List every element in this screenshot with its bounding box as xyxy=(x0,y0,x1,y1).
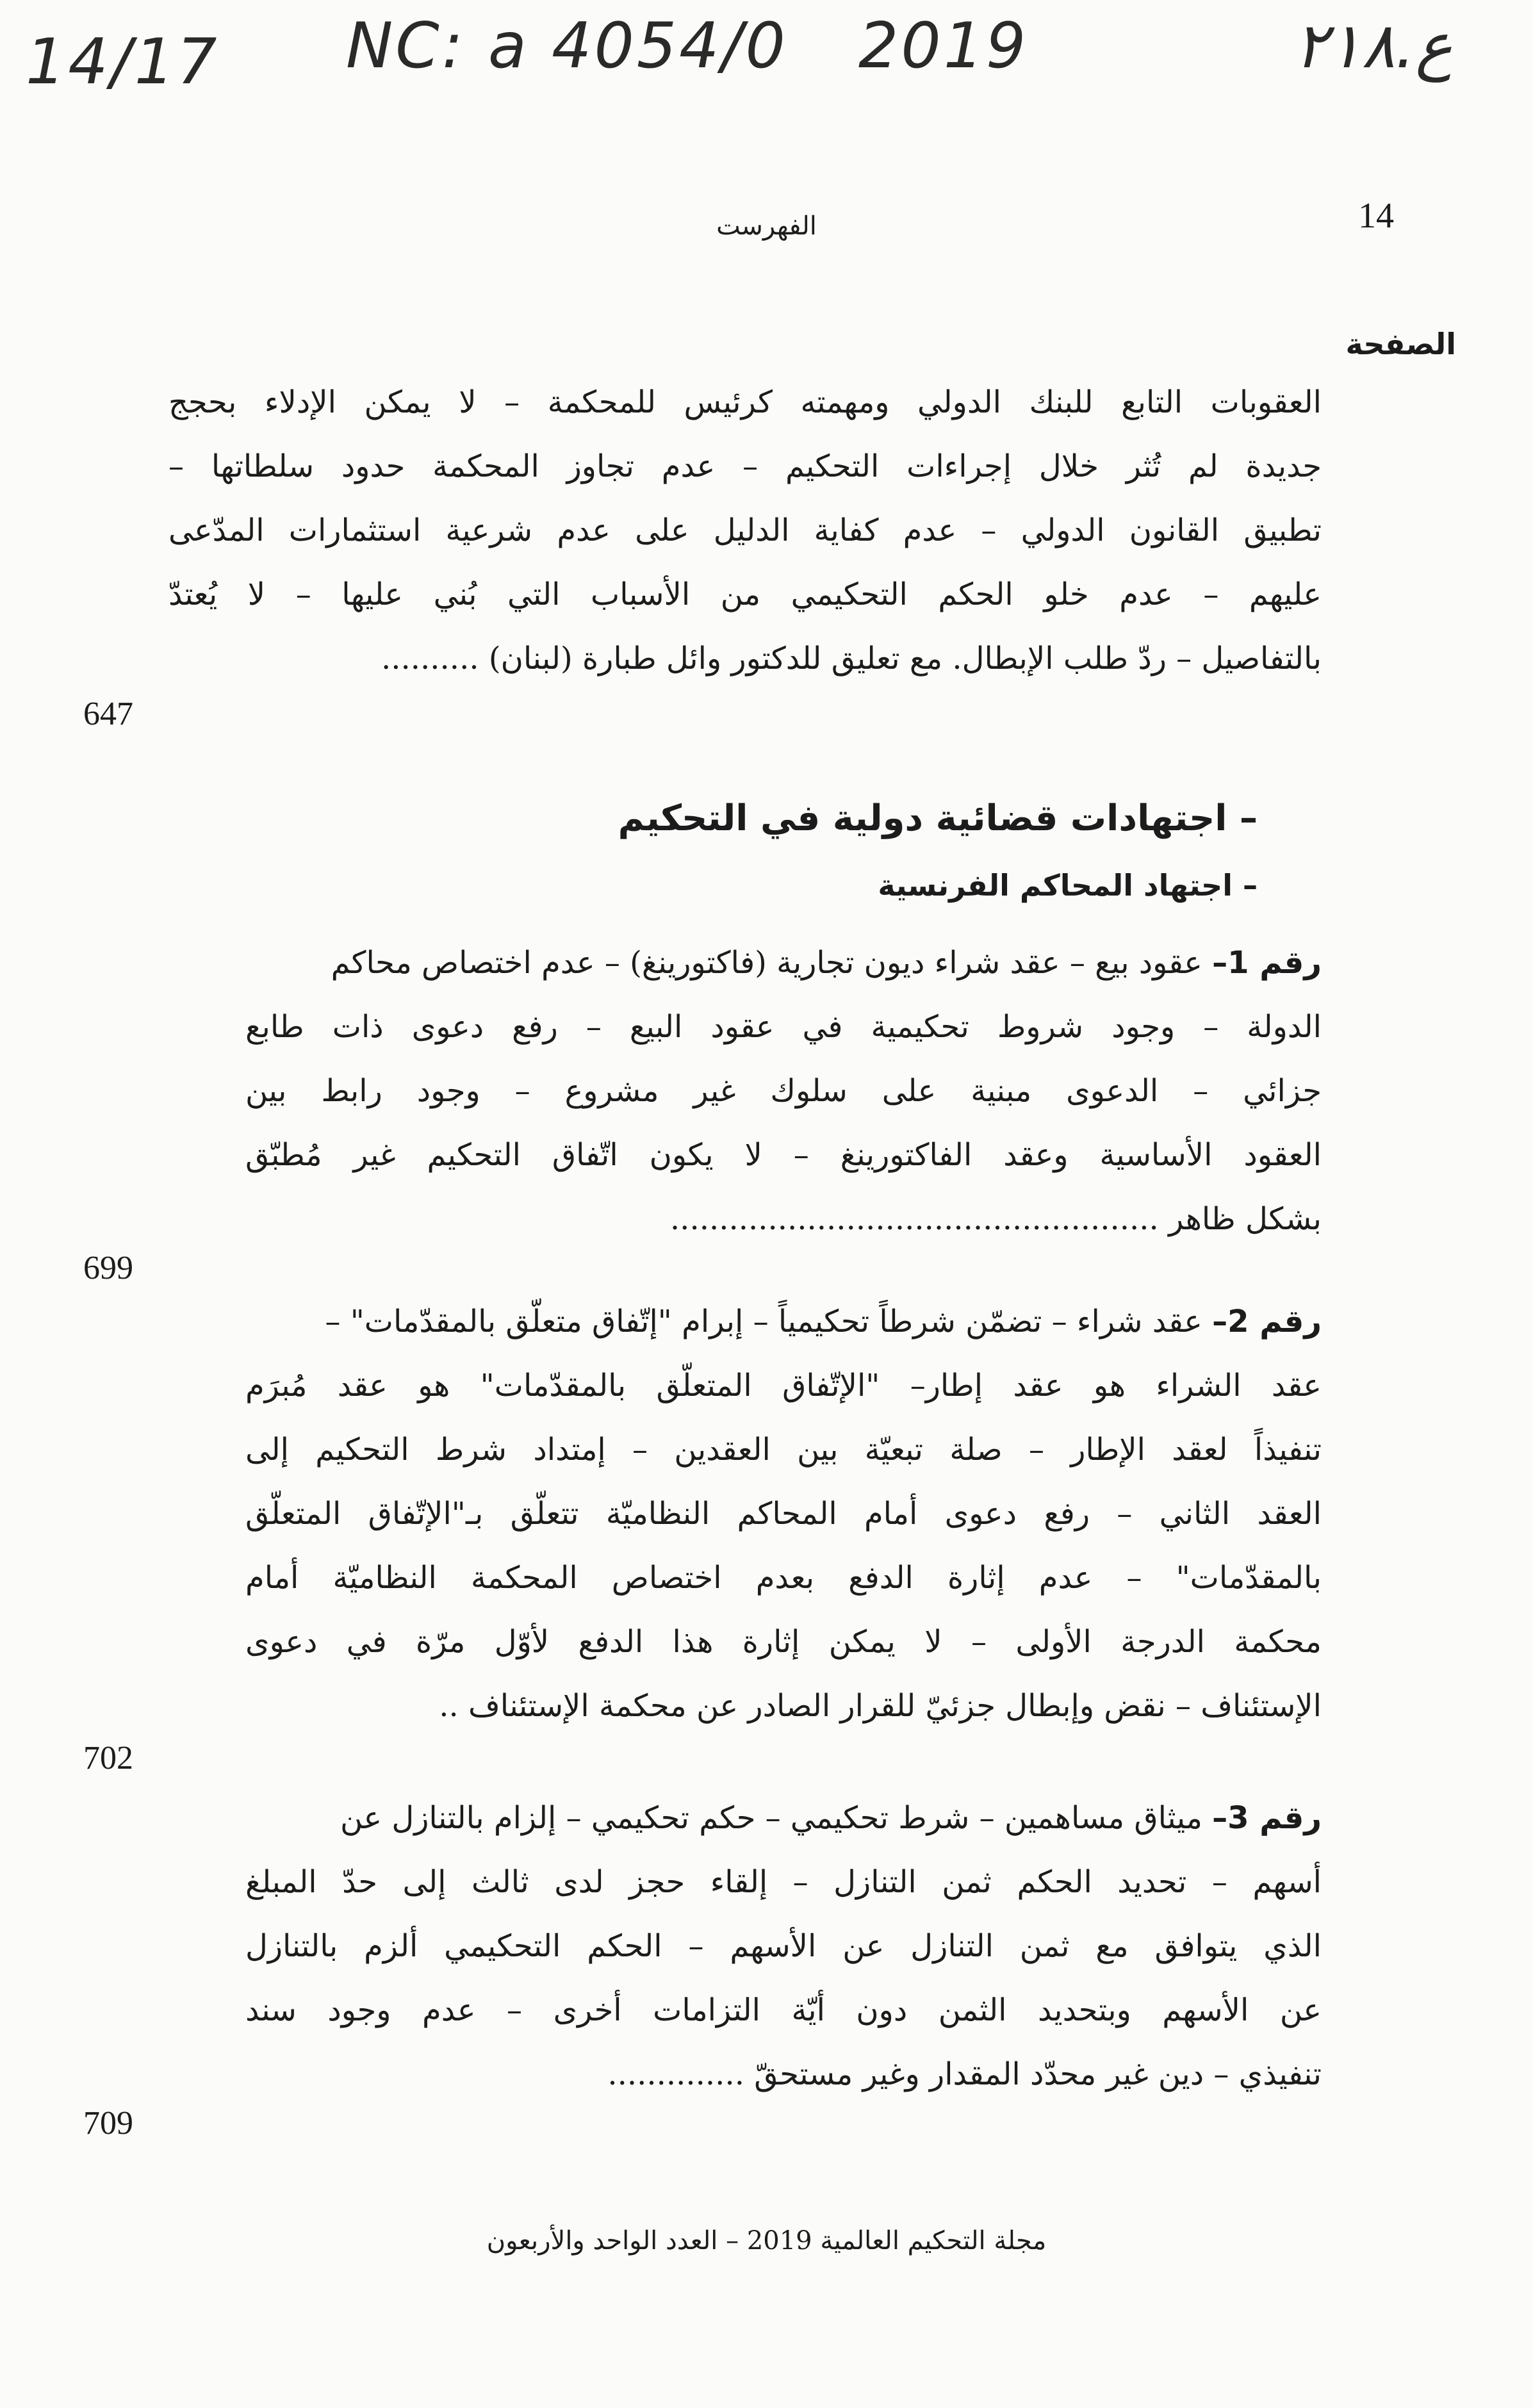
page-number: 14 xyxy=(1358,196,1394,236)
entry-line: العقوبات التابع للبنك الدولي ومهمته كرئيس للمحكمة – لا يمكن الإدلاء بحجج xyxy=(168,384,1322,420)
entry-text: الإستئناف – نقض وإبطال جزئيّ للقرار الصادر عن محكمة الإستئناف xyxy=(468,1688,1322,1724)
leader-dots: .................................................. xyxy=(669,1201,1159,1237)
entry-page-number: 702 xyxy=(83,1740,133,1776)
section-title: – اجتهادات قضائية دولية في التحكيم xyxy=(618,798,1258,839)
entry-line: جزائي – الدعوى مبنية على سلوك غير مشروع – وجود رابط بين xyxy=(245,1073,1322,1109)
leader-dots: .. xyxy=(439,1688,459,1724)
entry-text: بشكل ظاهر xyxy=(1168,1201,1322,1237)
entry-text: عقود بيع – عقد شراء ديون تجارية (فاكتورينغ) – عدم اختصاص محاكم xyxy=(331,945,1202,981)
entry-line: بالمقدّمات" – عدم إثارة الدفع بعدم اختصاص المحكمة النظاميّة أمام xyxy=(245,1560,1322,1596)
entry-number: رقم 2– xyxy=(1212,1304,1322,1339)
entry-line: أسهم – تحديد الحكم ثمن التنازل – إلقاء حجز لدى ثالث إلى حدّ المبلغ xyxy=(245,1864,1322,1900)
entry-first-line xyxy=(168,945,1322,981)
entry-page-number: 709 xyxy=(83,2105,133,2142)
entry-line xyxy=(607,2056,1322,2092)
entry-line xyxy=(439,1688,1322,1724)
entry-line: جديدة لم تُثر خلال إجراءات التحكيم – عدم تجاوز المحكمة حدود سلطاتها – xyxy=(168,448,1322,484)
entry-number: رقم 3– xyxy=(1212,1800,1322,1836)
section-subtitle: – اجتهاد المحاكم الفرنسية xyxy=(878,868,1258,903)
entry-page-number: 647 xyxy=(83,696,133,732)
entry-line: محكمة الدرجة الأولى – لا يمكن إثارة هذا الدفع لأوّل مرّة في دعوى xyxy=(245,1624,1322,1660)
handwritten-year: 2019 xyxy=(858,10,1029,83)
entry-line: تطبيق القانون الدولي – عدم كفاية الدليل على عدم شرعية استثمارات المدّعى xyxy=(168,512,1322,548)
journal-footer: مجلة التحكيم العالمية 2019 – العدد الواحد والأربعون xyxy=(486,2226,1047,2256)
entry-line xyxy=(670,1201,1322,1237)
entry-text: تنفيذي – دين غير محدّد المقدار وغير مستحقّ xyxy=(754,2056,1322,2092)
entry-line: عن الأسهم وبتحديد الثمن دون أيّة التزامات أخرى – عدم وجود سند xyxy=(245,1992,1322,2028)
running-title: الفهرست xyxy=(716,211,817,241)
handwritten-issue-number: ع.٢١٨ xyxy=(1294,10,1453,83)
handwritten-page-count: 14/17 xyxy=(26,26,220,99)
entry-line: تنفيذاً لعقد الإطار – صلة تبعيّة بين العقدين – إمتداد شرط التحكيم إلى xyxy=(245,1432,1322,1468)
entry-text: بالتفاصيل – ردّ طلب الإبطال. مع تعليق للدكتور وائل طبارة (لبنان) xyxy=(488,641,1322,676)
entry-line: الدولة – وجود شروط تحكيمية في عقود البيع – رفع دعوى ذات طابع xyxy=(245,1009,1322,1045)
handwritten-catalog-number: NC: a 4054/0 xyxy=(346,10,788,83)
leader-dots: .......... xyxy=(381,641,479,676)
entry-line: عليهم – عدم خلو الحكم التحكيمي من الأسباب التي بُني عليها – لا يُعتدّ xyxy=(168,577,1322,612)
entry-line: العقد الثاني – رفع دعوى أمام المحاكم النظاميّة تتعلّق بـ"الإتّفاق المتعلّق xyxy=(245,1496,1322,1532)
leader-dots: .............. xyxy=(607,2056,744,2092)
entry-line xyxy=(381,641,1322,676)
entry-line: الذي يتوافق مع ثمن التنازل عن الأسهم – الحكم التحكيمي ألزم بالتنازل xyxy=(245,1928,1322,1964)
entry-text: عقد شراء – تضمّن شرطاً تحكيمياً – إبرام "إتّفاق متعلّق بالمقدّمات" – xyxy=(325,1304,1202,1339)
entry-line: العقود الأساسية وعقد الفاكتورينغ – لا يكون اتّفاق التحكيم غير مُطبّق xyxy=(245,1137,1322,1173)
entry-number: رقم 1– xyxy=(1212,945,1322,981)
entry-line: عقد الشراء هو عقد إطار– "الإتّفاق المتعلّق بالمقدّمات" هو عقد مُبرَم xyxy=(245,1368,1322,1404)
entry-first-line xyxy=(168,1800,1322,1836)
entry-text: ميثاق مساهمين – شرط تحكيمي – حكم تحكيمي – إلزام بالتنازل عن xyxy=(340,1800,1202,1836)
page-column-label: الصفحة xyxy=(1345,327,1456,361)
entry-page-number: 699 xyxy=(83,1250,133,1286)
entry-first-line xyxy=(168,1304,1322,1339)
